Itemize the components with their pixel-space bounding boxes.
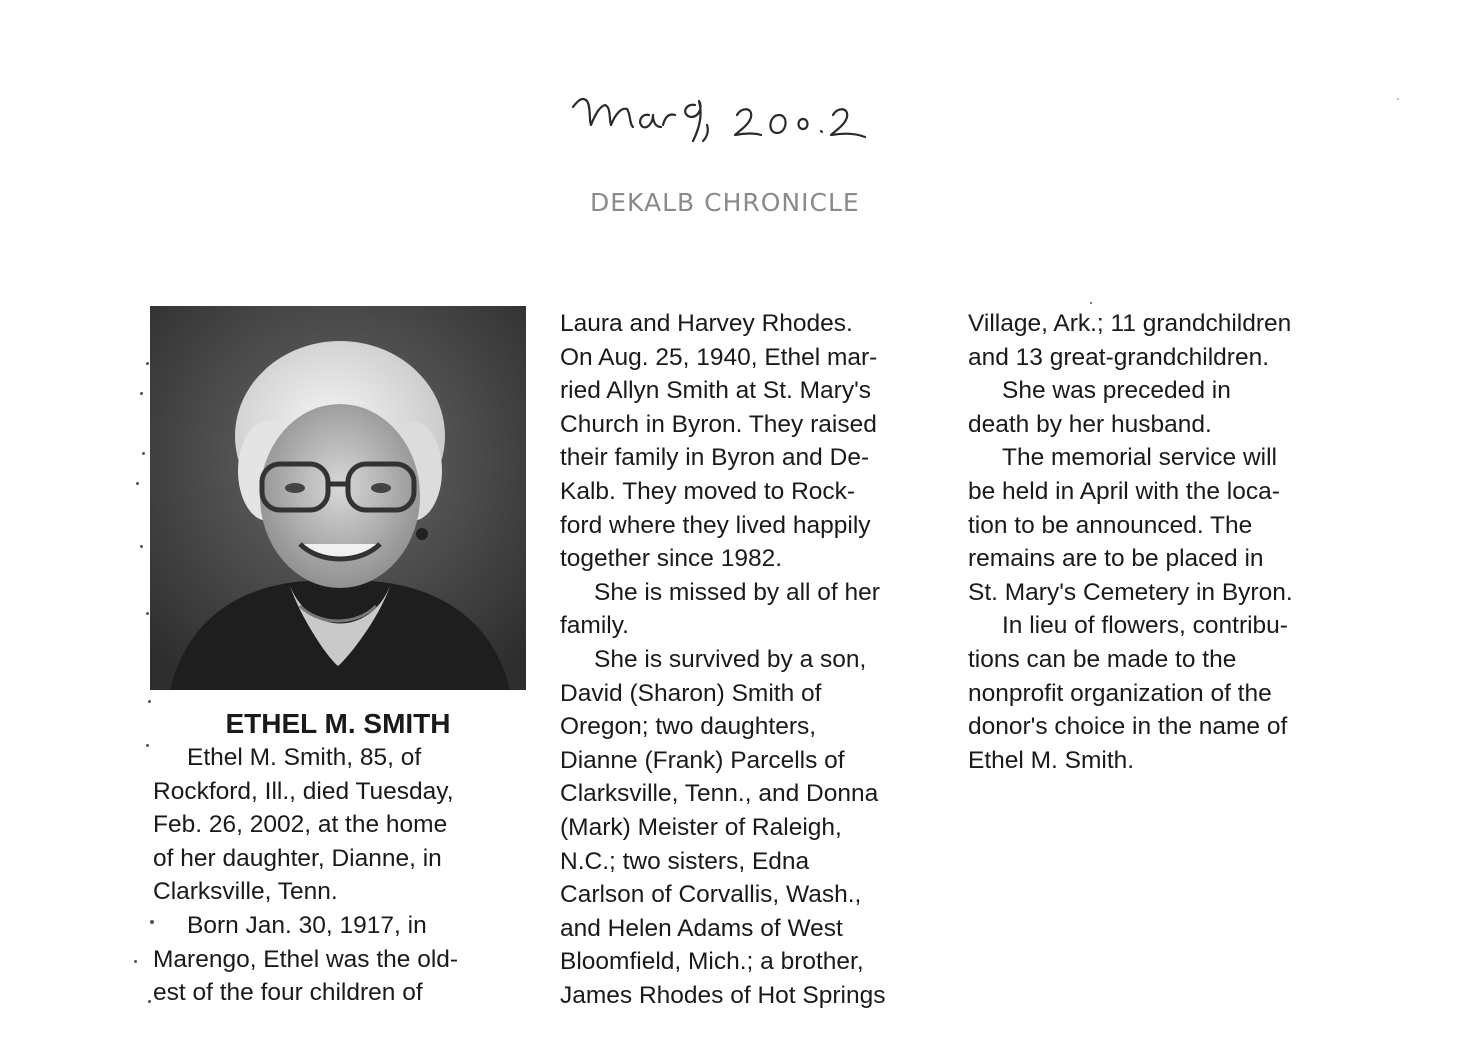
text-line: nonprofit organization of the <box>968 679 1272 707</box>
text-line: family. <box>560 612 629 640</box>
text-line: and 13 great-grandchildren. <box>968 343 1270 371</box>
scan-speck <box>148 1000 151 1003</box>
text-line: She is survived by a son, <box>594 645 867 673</box>
text-line: She is missed by all of her <box>594 578 880 606</box>
text-line: be held in April with the loca- <box>968 477 1280 505</box>
text-line: Born Jan. 30, 1917, in <box>187 911 427 939</box>
text-line: their family in Byron and De- <box>560 444 870 472</box>
text-line: Feb. 26, 2002, at the home <box>153 811 448 839</box>
text-line: (Mark) Meister of Raleigh, <box>560 813 842 841</box>
text-line: On Aug. 25, 1940, Ethel mar- <box>560 343 878 371</box>
text-line: St. Mary's Cemetery in Byron. <box>968 578 1293 606</box>
text-line: James Rhodes of Hot Springs <box>560 981 886 1009</box>
handwritten-date-drawing <box>565 85 885 155</box>
text-line: In lieu of flowers, contribu- <box>1002 612 1288 640</box>
text-line: ford where they lived happily <box>560 511 871 539</box>
text-line: Carlson of Corvallis, Wash., <box>560 881 862 909</box>
scan-speck <box>140 545 143 548</box>
obituary-name: ETHEL M. SMITH <box>225 708 451 739</box>
text-line: and Helen Adams of West <box>560 914 843 942</box>
scan-speck <box>1090 302 1092 304</box>
text-line: David (Sharon) Smith of <box>560 679 822 707</box>
text-line: Church in Byron. They raised <box>560 410 877 438</box>
text-line: Clarksville, Tenn., and Donna <box>560 780 879 808</box>
text-line: Laura and Harvey Rhodes. <box>560 310 853 337</box>
scan-speck <box>146 744 149 747</box>
text-line: ried Allyn Smith at St. Mary's <box>560 377 872 405</box>
text-line: Ethel M. Smith. <box>968 746 1135 774</box>
portrait-photo <box>150 306 526 690</box>
portrait-drawing <box>150 306 526 690</box>
scan-speck <box>150 920 154 924</box>
text-line: Oregon; two daughters, <box>560 713 817 741</box>
scan-speck <box>134 960 137 963</box>
scan-speck <box>148 700 151 703</box>
obituary-column-3 <box>968 307 1358 777</box>
text-line: tion to be announced. The <box>968 511 1253 539</box>
text-line: Ethel M. Smith, 85, of <box>187 744 422 771</box>
text-line: Rockford, Ill., died Tuesday, <box>153 777 454 805</box>
text-line: Kalb. They moved to Rock- <box>560 477 856 505</box>
text-line: Dianne (Frank) Parcells of <box>560 746 845 774</box>
text-line: of her daughter, Dianne, in <box>153 844 442 872</box>
scan-speck <box>142 452 145 455</box>
scan-speck <box>140 392 143 395</box>
obituary-column-1 <box>153 741 533 1010</box>
text-line: Clarksville, Tenn. <box>153 878 338 906</box>
text-line: Marengo, Ethel was the old- <box>153 945 459 973</box>
text-line: N.C.; two sisters, Edna <box>560 847 810 875</box>
scan-speck <box>136 482 139 485</box>
text-line: remains are to be placed in <box>968 545 1264 573</box>
text-line: est of the four children of <box>153 979 423 1007</box>
scan-speck <box>146 612 149 615</box>
text-line: tions can be made to the <box>968 645 1237 673</box>
text-line: The memorial service will <box>1002 444 1278 472</box>
handwritten-date <box>565 85 885 155</box>
obituary-column-2 <box>560 307 950 1012</box>
text-line: death by her husband. <box>968 410 1212 438</box>
text-line: donor's choice in the name of <box>968 713 1288 741</box>
scan-speck <box>1397 98 1399 100</box>
publication-masthead: DEKALB CHRONICLE <box>590 188 860 217</box>
text-line: Bloomfield, Mich.; a brother, <box>560 948 864 976</box>
scan-speck <box>146 362 149 365</box>
text-line: together since 1982. <box>560 545 783 573</box>
text-line: Village, Ark.; 11 grandchildren <box>968 310 1292 337</box>
text-line: She was preceded in <box>1002 377 1231 405</box>
